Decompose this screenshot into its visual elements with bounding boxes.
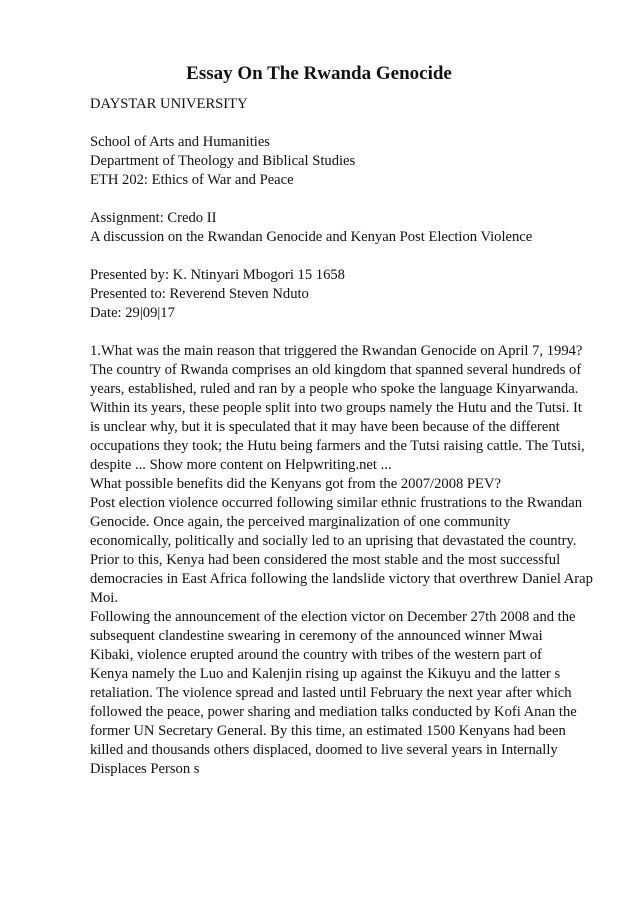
school-name: School of Arts and Humanities <box>90 134 270 150</box>
assignment-description: A discussion on the Rwandan Genocide and Kenyan Post Election Violence <box>90 229 533 245</box>
assignment-name: Assignment: Credo II <box>90 210 217 226</box>
paragraph-gap <box>90 190 600 209</box>
body-line: subsequent clandestine swearing in ceremony of the announced winner Mwai <box>90 628 543 644</box>
document-title: Essay On The Rwanda Genocide <box>186 63 452 84</box>
department-name: Department of Theology and Biblical Studies <box>90 153 356 169</box>
body-line: Prior to this, Kenya had been considered the most stable and the most successful <box>90 552 561 568</box>
body-line: economically, politically and socially led to an uprising that devastated the country. <box>90 533 577 549</box>
paragraph-gap <box>90 323 600 342</box>
body-line: Displaces Person s <box>90 761 200 777</box>
body-line: democracies in East Africa following the landslide victory that overthrew Daniel Arap <box>90 571 593 587</box>
body-line: Kenya namely the Luo and Kalenjin rising up against the Kikuyu and the latter s <box>90 666 561 682</box>
body-line: 1.What was the main reason that triggered the Rwandan Genocide on April 7, 1994? <box>90 343 583 359</box>
body-line: former UN Secretary General. By this time, an estimated 1500 Kenyans had been <box>90 723 566 739</box>
paragraph-gap <box>90 247 600 266</box>
document-body <box>90 95 600 779</box>
university-name: DAYSTAR UNIVERSITY <box>90 96 248 112</box>
body-line: killed and thousands others displaced, doomed to live several years in Internally <box>90 742 558 758</box>
body-line: Post election violence occurred following similar ethnic frustrations to the Rwandan <box>90 495 583 511</box>
presented-to: Presented to: Reverend Steven Nduto <box>90 286 309 302</box>
body-line: Within its years, these people split into two groups namely the Hutu and the Tutsi. It <box>90 400 582 416</box>
presented-by: Presented by: K. Ntinyari Mbogori 15 1658 <box>90 267 345 283</box>
body-line: Moi. <box>90 590 118 606</box>
body-line: years, established, ruled and ran by a people who spoke the language Kinyarwanda. <box>90 381 579 397</box>
body-line: What possible benefits did the Kenyans got from the 2007/2008 PEV? <box>90 476 501 492</box>
body-line: Kibaki, violence erupted around the country with tribes of the western part of <box>90 647 542 663</box>
body-line: retaliation. The violence spread and lasted until February the next year after which <box>90 685 572 701</box>
body-line: The country of Rwanda comprises an old kingdom that spanned several hundreds of <box>90 362 582 378</box>
body-line: followed the peace, power sharing and mediation talks conducted by Kofi Anan the <box>90 704 577 720</box>
body-line: Genocide. Once again, the perceived marginalization of one community <box>90 514 511 530</box>
paragraph-gap <box>90 114 600 133</box>
body-line: occupations they took; the Hutu being farmers and the Tutsi raising cattle. The Tutsi, <box>90 438 585 454</box>
body-line: despite ... Show more content on Helpwriting.net ... <box>90 457 392 473</box>
body-line: Following the announcement of the election victor on December 27th 2008 and the <box>90 609 576 625</box>
course-name: ETH 202: Ethics of War and Peace <box>90 172 294 188</box>
presentation-date: Date: 29|09|17 <box>90 305 175 321</box>
body-line: is unclear why, but it is speculated that it may have been because of the different <box>90 419 560 435</box>
